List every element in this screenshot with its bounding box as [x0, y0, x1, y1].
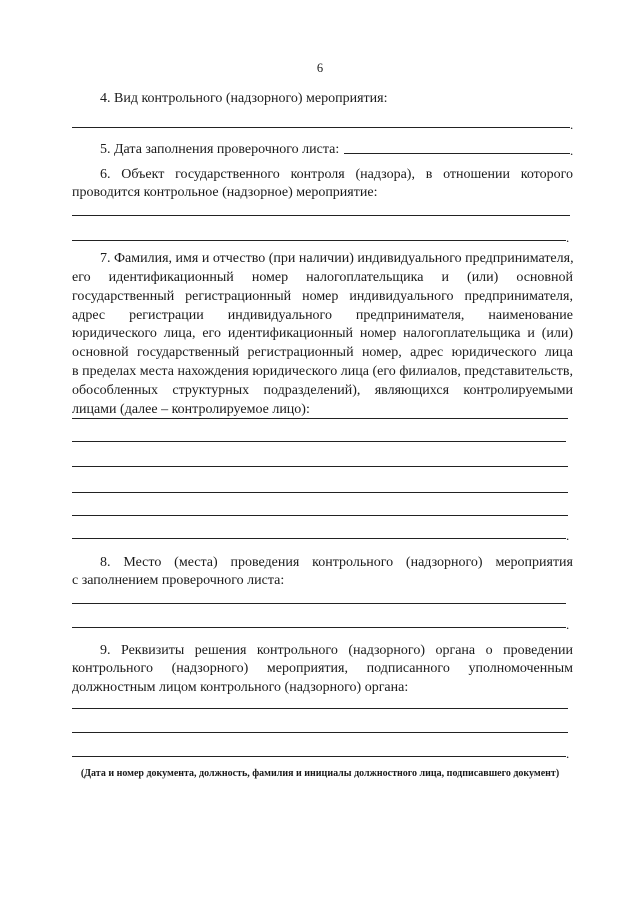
section-8-answer-line-2 [72, 627, 566, 628]
section-5-answer-line [344, 153, 570, 154]
section-7-answer-line-2 [72, 441, 566, 442]
section-7-answer-line-3 [72, 466, 568, 467]
section-8-line-1: 8. Место (места) проведения контрольного (надзорного) мероприятия [100, 555, 573, 570]
section-9-line-1: 9. Реквизиты решения контрольного (надзорного) органа о проведении [100, 643, 573, 658]
section-5-heading: 5. Дата заполнения проверочного листа: [100, 142, 340, 157]
section-7-line-7: в пределах места нахождения юридического лица (его филиалов, представительств, [72, 364, 573, 379]
section-7-answer-line-6 [72, 538, 566, 539]
line-end-mark: . [566, 617, 570, 632]
section-8-line-2: с заполнением проверочного листа: [72, 573, 285, 588]
section-7-answer-line-1 [72, 418, 568, 419]
section-7-line-5: юридического лица, его идентификационный номер налогоплательщика и (или) [72, 326, 573, 341]
line-end-mark: . [566, 746, 570, 761]
section-7-line-4: адрес регистрации индивидуального предпринимателя, наименование [72, 308, 573, 323]
section-7-line-1: 7. Фамилия, имя и отчество (при наличии) индивидуального предпринимателя, [100, 251, 574, 266]
section-4-heading: 4. Вид контрольного (надзорного) мероприятия: [100, 91, 388, 106]
section-9-line-2: контрольного (надзорного) мероприятия, подписанного уполномоченным [72, 661, 573, 676]
section-7-line-2: его идентификационный номер налогоплательщика и (или) основной [72, 270, 573, 285]
section-8-answer-line-1 [72, 603, 566, 604]
section-9-answer-line-2 [72, 732, 568, 733]
section-7-answer-line-5 [72, 515, 568, 516]
section-7-line-9: лицами (далее – контролируемое лицо): [72, 402, 310, 417]
section-4-answer-line [72, 127, 570, 128]
section-6-answer-line-1 [72, 215, 570, 216]
line-end-mark: . [566, 230, 570, 245]
document-caption: (Дата и номер документа, должность, фамилия и инициалы должностного лица, подписавшего документ) [80, 768, 560, 779]
section-7-line-3: государственный регистрационный номер индивидуального предпринимателя, [72, 289, 573, 304]
section-7-line-6: основной государственный регистрационный номер, адрес юридического лица [72, 345, 573, 360]
line-end-mark: . [570, 117, 574, 132]
section-9-answer-line-1 [72, 708, 568, 709]
section-7-line-8: обособленных структурных подразделений), являющихся контролируемыми [72, 383, 573, 398]
line-end-mark: . [570, 143, 574, 158]
section-9-line-3: должностным лицом контрольного (надзорного) органа: [72, 680, 409, 695]
section-6-line-2: проводится контрольное (надзорное) мероприятие: [72, 185, 378, 200]
section-9-answer-line-3 [72, 756, 566, 757]
section-6-answer-line-2 [72, 240, 566, 241]
section-7-answer-line-4 [72, 492, 568, 493]
line-end-mark: . [566, 528, 570, 543]
page-number: 6 [316, 61, 324, 75]
section-6-line-1: 6. Объект государственного контроля (надзора), в отношении которого [100, 167, 573, 182]
